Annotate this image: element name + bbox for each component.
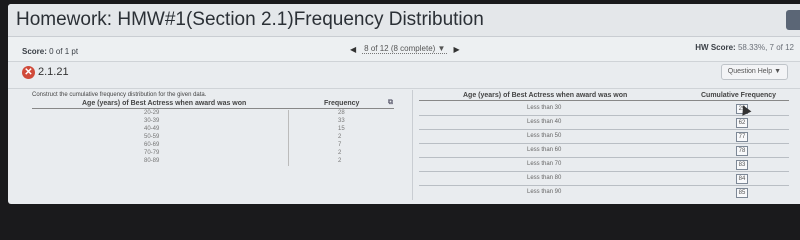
info-bar — [8, 37, 800, 62]
age-class: 60-69 — [144, 142, 160, 148]
question-select-text: 8 of 12 (8 complete) — [364, 44, 436, 53]
frequency-value: 2 — [338, 134, 342, 140]
class-limit-label: Less than 30 — [527, 105, 562, 111]
hw-score — [695, 43, 794, 52]
cumulative-frequency-input[interactable]: 62 — [736, 118, 748, 128]
table-row — [419, 102, 789, 116]
window-corner-button[interactable] — [786, 10, 800, 30]
frequency-value: 15 — [338, 126, 345, 132]
class-limit-label: Less than 80 — [527, 175, 562, 181]
answer-table-body — [419, 102, 789, 199]
hw-score-label: HW Score: — [695, 43, 736, 52]
given-col-age-header: Age (years) of Best Actress when award was won — [82, 100, 247, 107]
score — [22, 47, 78, 56]
answer-table-header — [419, 92, 789, 101]
table-row — [32, 158, 394, 166]
table-row — [419, 144, 789, 158]
table-row — [32, 110, 394, 118]
table-row — [419, 116, 789, 130]
table-row — [419, 158, 789, 172]
divider — [8, 88, 800, 89]
table-row — [419, 130, 789, 144]
table-row — [32, 118, 394, 126]
instruction-text: Construct the cumulative frequency distribution for the given data. — [32, 92, 207, 98]
class-limit-label: Less than 70 — [527, 161, 562, 167]
given-table-body — [32, 110, 394, 166]
cumulative-frequency-input[interactable]: 77 — [736, 132, 748, 142]
given-data-panel — [32, 90, 400, 200]
frequency-value: 33 — [338, 118, 345, 124]
cumulative-frequency-input[interactable]: 85 — [736, 188, 748, 198]
age-class: 30-39 — [144, 118, 160, 124]
question-row — [8, 62, 800, 88]
table-row — [32, 150, 394, 158]
cumulative-frequency-input[interactable]: 78 — [736, 146, 748, 156]
age-class: 80-89 — [144, 158, 160, 164]
title-bar — [8, 4, 800, 37]
table-row — [32, 142, 394, 150]
question-select[interactable]: 8 of 12 (8 complete) ▼ — [364, 44, 446, 53]
question-pager — [350, 43, 460, 55]
score-label: Score: — [22, 47, 47, 56]
copy-data-icon[interactable]: ⧉ — [388, 99, 393, 106]
incorrect-icon: ✕ — [22, 66, 35, 79]
class-limit-label: Less than 90 — [527, 189, 562, 195]
given-col-frequency-header: Frequency — [324, 100, 360, 107]
cumulative-frequency-input[interactable]: 84 — [736, 174, 748, 184]
next-question-icon[interactable]: ▶ — [453, 44, 460, 54]
cumulative-frequency-input[interactable]: 29 — [736, 104, 748, 114]
question-number: 2.1.21 — [38, 66, 69, 78]
cumulative-frequency-input[interactable]: 83 — [736, 160, 748, 170]
age-class: 40-49 — [144, 126, 160, 132]
age-class: 50-59 — [144, 134, 160, 140]
table-row — [419, 186, 789, 199]
class-limit-label: Less than 60 — [527, 147, 562, 153]
question-help-button[interactable]: Question Help ▼ — [721, 64, 788, 80]
frequency-value: 7 — [338, 142, 342, 148]
age-class: 70-79 — [144, 150, 160, 156]
hw-score-value: 58.33%, 7 of 12 — [737, 43, 794, 52]
table-row — [32, 134, 394, 142]
age-class: 20-29 — [144, 110, 160, 116]
browser-screen — [8, 4, 800, 204]
frequency-value: 28 — [338, 110, 345, 116]
frequency-value: 2 — [338, 158, 342, 164]
table-row — [419, 172, 789, 186]
frequency-value: 2 — [338, 150, 342, 156]
class-limit-label: Less than 40 — [527, 119, 562, 125]
table-row — [32, 126, 394, 134]
score-value: 0 of 1 pt — [49, 47, 79, 56]
given-table-header — [32, 100, 394, 109]
answer-col-age-header: Age (years) of Best Actress when award was won — [463, 92, 628, 99]
page-title: Homework: HMW#1(Section 2.1)Frequency Distribution — [16, 9, 484, 30]
previous-question-icon[interactable]: ◀ — [350, 44, 357, 54]
class-limit-label: Less than 50 — [527, 133, 562, 139]
answer-col-cumulative-header: Cumulative Frequency — [701, 92, 777, 99]
